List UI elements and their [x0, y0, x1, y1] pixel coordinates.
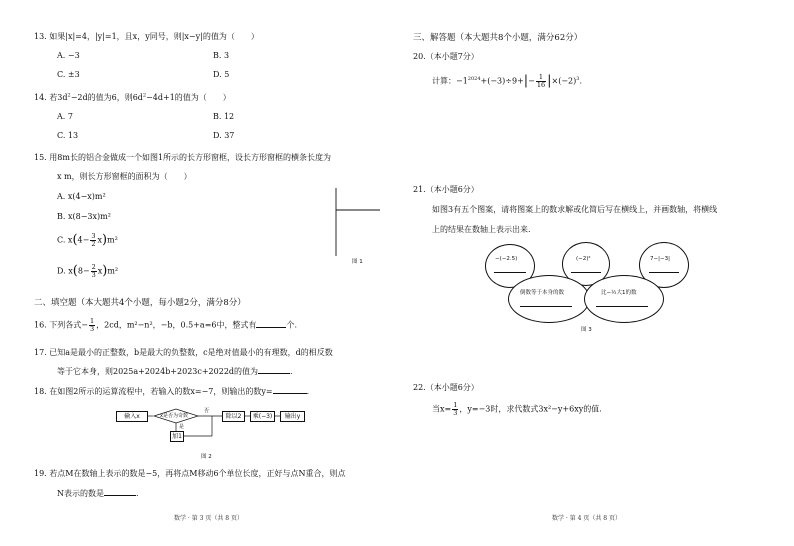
- q18-answer-blank[interactable]: [273, 393, 307, 394]
- pattern-3-label: 7−|−3|: [650, 256, 670, 262]
- q19-stem-line1: 19. 若点M在数轴上表示的数是−5，再将点M移动6个单位长度，正好与点N重合，则点: [34, 469, 346, 478]
- figure-1-caption: 图 1: [352, 259, 363, 265]
- section-3-header: 三、解答题（本大题共8个小题，满分62分）: [413, 33, 583, 43]
- q13-option-b[interactable]: B. 3: [213, 51, 230, 60]
- pattern-5-answer-line[interactable]: [596, 306, 648, 307]
- pattern-5-label: 比−½大1的数: [601, 290, 637, 296]
- flow-divide-box: 除以2: [222, 411, 245, 422]
- q17-stem-line2: 等于它本身，则2025a+2024b+2023c+2022d的值为 .: [57, 367, 293, 376]
- flow-multiply-box: 乘(−3): [250, 411, 275, 422]
- q14-option-c[interactable]: C. 13: [57, 131, 79, 140]
- q22-heading: 22.（本小题6分）: [413, 383, 479, 392]
- pattern-ellipse-1: [508, 275, 590, 323]
- figure-2-caption: 图 2: [201, 454, 212, 460]
- q18-stem: 18. 在如图2所示的运算流程中，若输入的数x=−7，则输出的数y= .: [34, 387, 310, 396]
- figure-1-window-frame: [334, 186, 382, 258]
- q20-heading: 20.（本小题7分）: [413, 52, 479, 61]
- q14-option-d[interactable]: D. 37: [213, 131, 235, 140]
- q20-expression: 计算：$-1^{2024}+(-3)\div 9+|-$ $\frac{1}{16}$ $|\times(-2)^3$.: [432, 73, 583, 89]
- left-page-footer: 数学 · 第 3 页（共 8 页）: [174, 515, 243, 522]
- flow-input-box: 输入x: [116, 411, 148, 422]
- q13-option-c[interactable]: C. ±3: [57, 70, 80, 79]
- flow-branch-yes: 否: [204, 408, 210, 414]
- q15-option-a[interactable]: A. x(4−x)m²: [57, 192, 106, 201]
- q14-option-a[interactable]: A. 7: [57, 112, 73, 121]
- q19-answer-blank[interactable]: [104, 495, 136, 496]
- pattern-4-answer-line[interactable]: [520, 306, 572, 307]
- q14-stem: 14. 若$3d^2-2d$的值为6，则$6d^2-4d+1$的值为（ ）: [34, 92, 231, 102]
- q15-stem-line2: x m，则长方形窗框的面积为（ ）: [57, 172, 192, 181]
- q21-heading: 21.（本小题6分）: [413, 185, 479, 194]
- q16-answer-blank[interactable]: [256, 327, 286, 328]
- q13-option-a[interactable]: A. −3: [57, 51, 80, 60]
- flow-branch-no: 是: [179, 424, 185, 430]
- flow-output-box: 输出y: [280, 411, 305, 422]
- q15-option-d[interactable]: D. x(8− $\frac{2}{3}$ x)m²: [57, 263, 119, 279]
- pattern-4-label: 倒数等于本身的数: [520, 290, 565, 296]
- q13-option-d[interactable]: D. 5: [213, 70, 230, 79]
- pattern-2-answer-line[interactable]: [571, 272, 601, 273]
- q19-stem-line2: N表示的数是 .: [57, 489, 139, 498]
- flow-add-one-box: 加1: [170, 431, 184, 442]
- right-page-footer: 数学 · 第 4 页（共 8 页）: [552, 515, 621, 522]
- section-2-header: 二、填空题（本大题共4个小题，每小题2分，满分8分）: [34, 298, 246, 308]
- q17-answer-blank[interactable]: [258, 373, 290, 374]
- q15-stem-line1: 15. 用8m长的铝合金做成一个如图1所示的长方形窗框，设长方形窗框的横条长度为: [34, 153, 332, 162]
- flow-judge-diamond-label: x是否为奇数: [160, 413, 188, 419]
- pattern-3-answer-line[interactable]: [649, 272, 679, 273]
- q22-stem: 当x= $\frac{1}{3}$ ，y=−3时，求代数式3x²−y+6xy的值.: [432, 401, 602, 417]
- q17-stem-line1: 17. 已知a是最小的正整数，b是最大的负整数，c是绝对值最小的有理数，d的相反数: [34, 348, 333, 357]
- pattern-ellipse-2: [584, 275, 664, 323]
- figure-3-caption: 图 3: [581, 327, 592, 333]
- q15-option-b[interactable]: B. x(8−3x)m²: [57, 212, 111, 221]
- q21-stem-line1: 如图3有五个图案，请将图案上的数求解或化简后写在横线上，并画数轴，将横线: [432, 205, 718, 214]
- q21-stem-line2: 上的结果在数轴上表示出来.: [432, 225, 531, 234]
- q13-stem: 13. 如果|x|=4，|y|=1，且x，y同号，则|x−y|的值为（ ）: [34, 32, 259, 41]
- pattern-2-label: (−2)²: [576, 256, 591, 262]
- q15-option-c[interactable]: C. x(4− $\frac{3}{2}$ x)m²: [57, 232, 118, 248]
- q16-stem: 16. 下列各式− $\frac{1}{3}$ ，2cd，m²−n²，−b，0.5+a=6中，整式有 个.: [34, 317, 298, 333]
- pattern-1-label: −(−2.5): [495, 256, 518, 262]
- q14-option-b[interactable]: B. 12: [213, 112, 235, 121]
- pattern-1-answer-line[interactable]: [494, 272, 526, 273]
